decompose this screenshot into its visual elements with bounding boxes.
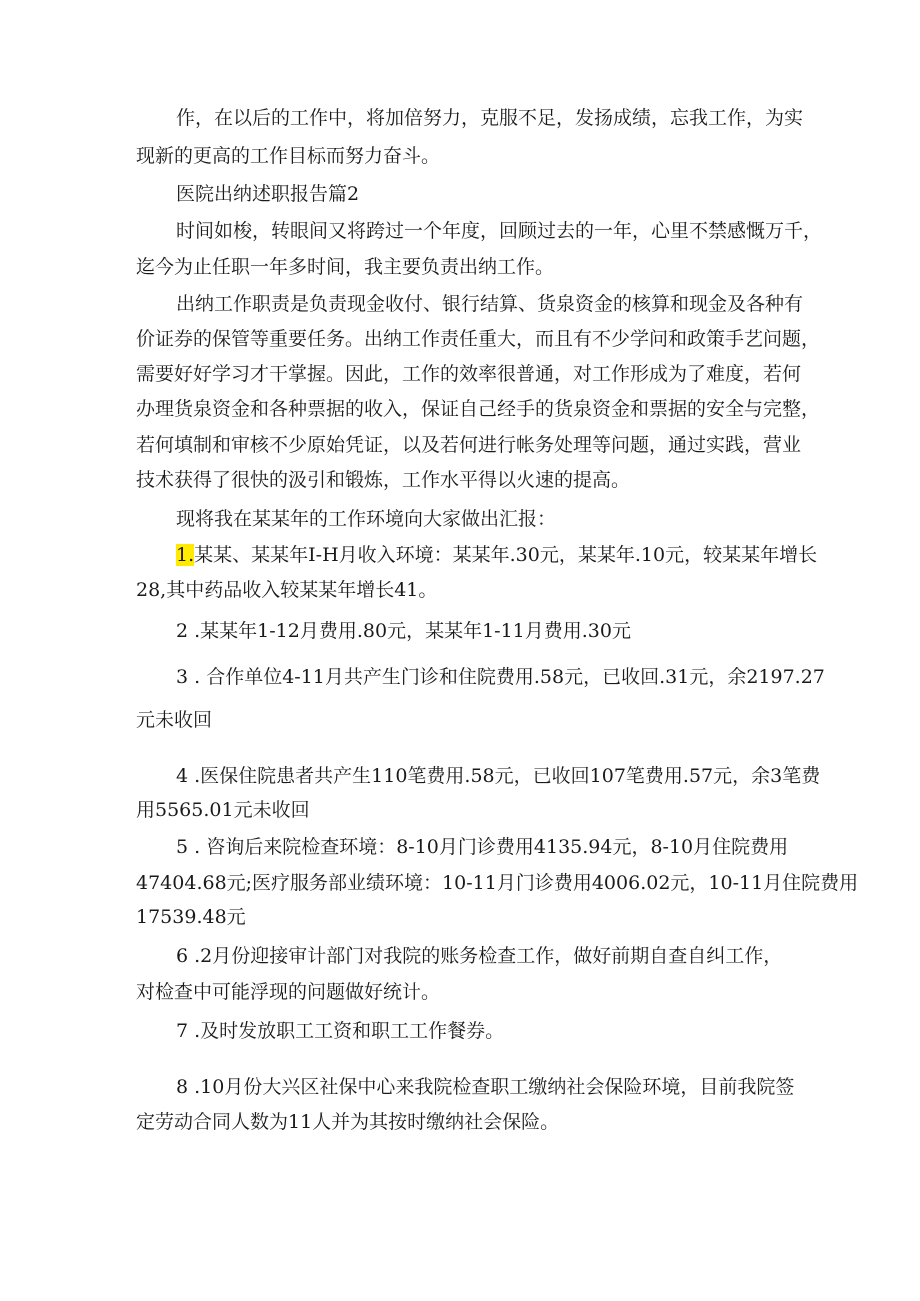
- list-item-7: 7 .及时发放职工工资和职工工作餐券。: [176, 1020, 505, 1042]
- text-line: 对检查中可能浮现的问题做好统计。: [136, 981, 441, 1003]
- text-line: 用5565.01元未收回: [136, 799, 310, 821]
- list-item-6: 6 .2月份迎接审计部门对我院的账务检查工作，做好前期自查自纠工作，: [176, 945, 783, 967]
- text-line: 迄今为止任职一年多时间，我主要负责出纳工作。: [136, 256, 555, 278]
- list-item-text: 某某、某某年I-H月收入环境：某某年.30元，某某年.10元，较某某年增长: [194, 544, 818, 566]
- text-line: 现将我在某某年的工作环境向大家做出汇报：: [176, 508, 557, 530]
- text-line: 若何填制和审核不少原始凭证，以及若何进行帐务处理等问题，通过实践，营业: [136, 434, 802, 456]
- list-item-8: 8 .10月份大兴区社保中心来我院检查职工缴纳社会保险环境，目前我院签: [176, 1076, 795, 1098]
- text-line: 定劳动合同人数为11人并为其按时缴纳社会保险。: [136, 1111, 560, 1133]
- text-line: 17539.48元: [136, 906, 246, 928]
- list-item-2: 2 .某某年1-12月费用.80元，某某年1-11月费用.30元: [176, 620, 631, 642]
- list-item-3: 3 . 合作单位4-11月共产生门诊和住院费用.58元，已收回.31元，余2197.27: [176, 666, 825, 688]
- highlight-marker: 1.: [176, 544, 195, 566]
- text-line: 时间如梭，转眼间又将跨过一个年度，回顾过去的一年，心里不禁感慨万千，: [176, 220, 823, 242]
- text-line: 作，在以后的工作中，将加倍努力，克服不足，发扬成绩，忘我工作，为实: [176, 107, 804, 129]
- text-line: 出纳工作职责是负责现金收付、银行结算、货泉资金的核算和现金及各种有: [176, 293, 804, 315]
- text-line: 现新的更高的工作目标而努力奋斗。: [136, 145, 441, 167]
- text-line: 技术获得了很快的汲引和锻炼，工作水平得以火速的提高。: [136, 469, 631, 491]
- text-line: 需要好好学习才干掌握。因此，工作的效率很普通，对工作形成为了难度，若何: [136, 363, 802, 385]
- text-line: 28,其中药品收入较某某年增长41。: [136, 579, 438, 601]
- text-line: 办理货泉资金和各种票据的收入，保证自己经手的货泉资金和票据的安全与完整，: [136, 398, 821, 420]
- text-line: 47404.68元;医疗服务部业绩环境：10-11月门诊费用4006.02元，10-11月住院费用: [136, 872, 859, 894]
- text-line: 价证券的保管等重要任务。出纳工作责任重大，而且有不少学问和政策手艺问题，: [136, 328, 821, 350]
- list-item-4: 4 .医保住院患者共产生110笔费用.58元，已收回107笔费用.57元，余3笔费: [176, 765, 821, 787]
- list-item-5: 5 . 咨询后来院检查环境：8-10月门诊费用4135.94元，8-10月住院费用: [176, 836, 789, 858]
- list-item-1: [176, 543, 817, 567]
- text-line: 元未收回: [136, 709, 213, 731]
- section-heading: 医院出纳述职报告篇2: [176, 183, 360, 205]
